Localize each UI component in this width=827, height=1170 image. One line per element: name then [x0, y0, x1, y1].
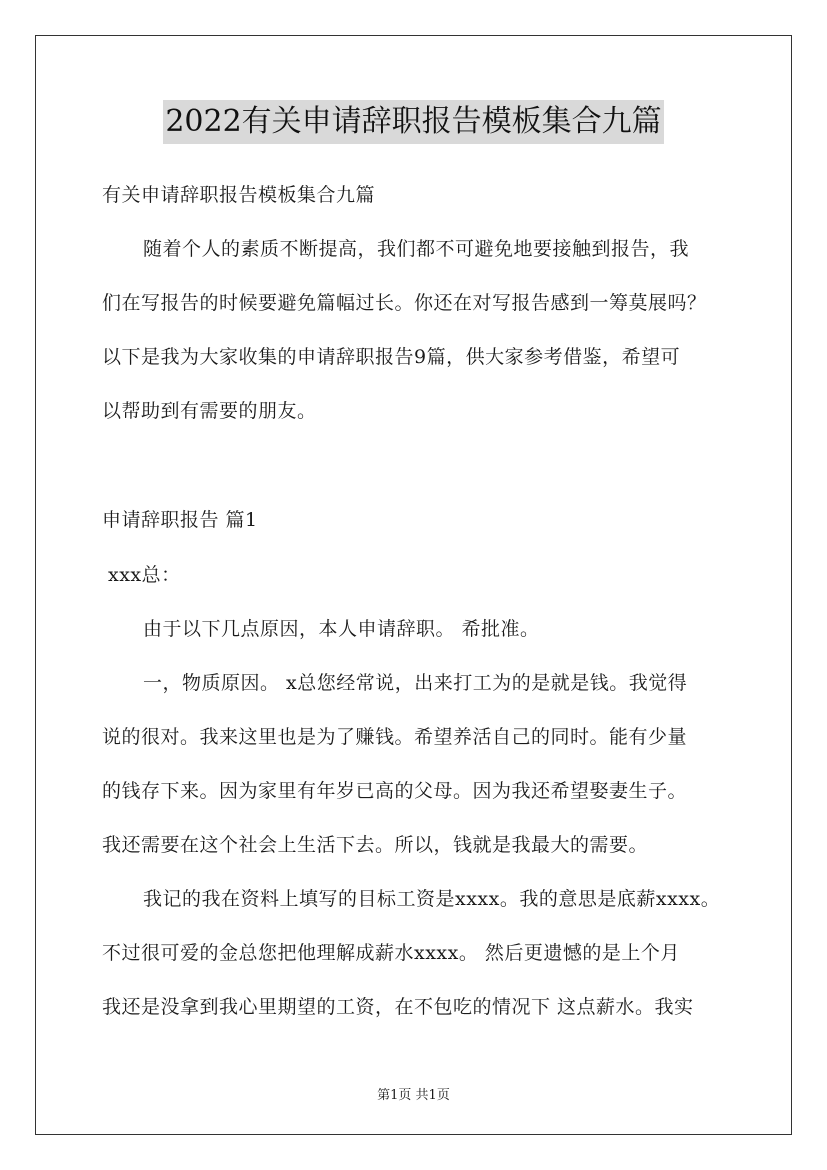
- body-line-4: 的钱存下来。因为家里有年岁已高的父母。因为我还希望娶妻生子。: [102, 780, 688, 802]
- title-container: [0, 100, 827, 144]
- section-heading: 申请辞职报告 篇1: [102, 509, 258, 531]
- body-line-6: 我记的我在资料上填写的目标工资是xxxx。我的意思是底薪xxxx。: [143, 888, 721, 910]
- intro-line-3: 以下是我为大家收集的申请辞职报告9篇，供大家参考借鉴，希望可: [102, 346, 681, 368]
- document-title: 2022有关申请辞职报告模板集合九篇: [163, 100, 663, 144]
- document-subtitle: 有关申请辞职报告模板集合九篇: [102, 184, 376, 206]
- body-line-1: 由于以下几点原因，本人申请辞职。 希批准。: [143, 618, 540, 640]
- intro-line-2: 们在写报告的时候要避免篇幅过长。你还在对写报告感到一筹莫展吗？: [102, 292, 707, 314]
- body-line-3: 说的很对。我来这里也是为了赚钱。希望养活自己的同时。能有少量: [102, 726, 688, 748]
- body-line-5: 我还需要在这个社会上生活下去。所以，钱就是我最大的需要。: [102, 834, 649, 856]
- intro-line-1: 随着个人的素质不断提高，我们都不可避免地要接触到报告，我: [143, 238, 690, 260]
- salutation: xxx总：: [108, 564, 181, 586]
- body-line-2: 一，物质原因。 x总您经常说，出来打工为的是就是钱。我觉得: [143, 672, 688, 694]
- intro-line-4: 以帮助到有需要的朋友。: [102, 400, 317, 422]
- page-footer: 第1页 共1页: [377, 1088, 450, 1103]
- body-line-7: 不过很可爱的金总您把他理解成薪水xxxx。 然后更遗憾的是上个月: [102, 942, 680, 964]
- body-line-8: 我还是没拿到我心里期望的工资，在不包吃的情况下 这点薪水。我实: [102, 996, 694, 1018]
